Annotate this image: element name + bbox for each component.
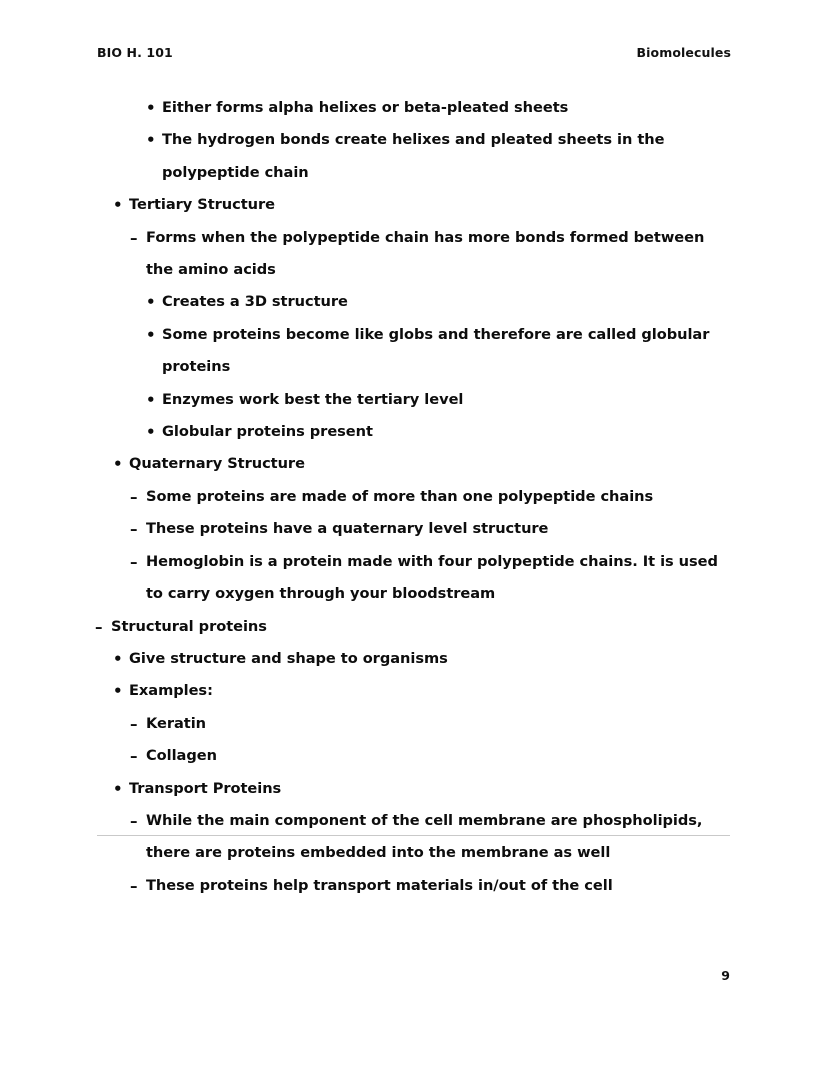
bullet-icon: • [113, 779, 123, 798]
dash-icon: – [130, 520, 138, 539]
dash-icon: – [130, 876, 138, 895]
outline-item [0, 319, 828, 384]
outline-item-text: Either forms alpha helixes or beta-pleated sheets [162, 99, 569, 116]
dash-icon: – [130, 714, 138, 733]
outline-item [0, 740, 828, 772]
outline-item [0, 546, 828, 611]
outline-item-text: While the main component of the cell membrane are phospholipids, there are proteins embedded into the membrane as well [146, 811, 703, 862]
dash-icon: – [95, 617, 103, 636]
dash-icon: – [130, 747, 138, 766]
outline-item-text: These proteins have a quaternary level structure [146, 520, 549, 538]
footer-divider [97, 835, 730, 836]
outline-item [0, 286, 828, 318]
outline-item-text: Tertiary Structure [129, 196, 276, 214]
outline-item [0, 708, 828, 740]
outline-item [0, 675, 828, 707]
outline-item-text: Examples: [129, 682, 213, 700]
dash-icon: – [130, 552, 138, 571]
outline-item [0, 773, 828, 805]
outline-item [0, 643, 828, 675]
outline-item [0, 222, 828, 287]
outline-item [0, 448, 828, 480]
running-header [97, 45, 731, 60]
outline-item [0, 92, 828, 124]
bullet-icon: • [146, 390, 156, 409]
bullet-icon: • [113, 455, 123, 474]
bullet-icon: • [113, 649, 123, 668]
bullet-icon: • [146, 293, 156, 312]
outline-item-text: Transport Proteins [129, 779, 282, 797]
outline-item-text: Quaternary Structure [129, 455, 305, 473]
header-topic-label: Biomolecules [636, 45, 731, 60]
outline-item-text: These proteins help transport materials in/out of the cell [146, 876, 613, 894]
outline-body [0, 92, 828, 902]
bullet-icon: • [146, 131, 156, 150]
outline-item-text: Some proteins become like globs and therefore are called globular proteins [162, 325, 710, 376]
bullet-icon: • [146, 99, 156, 117]
outline-item [0, 870, 828, 902]
outline-item [0, 189, 828, 221]
bullet-icon: • [113, 196, 123, 215]
outline-item-text: Enzymes work best the tertiary level [162, 390, 464, 408]
outline-item-text: The hydrogen bonds create helixes and pleated sheets in the polypeptide chain [162, 131, 665, 181]
bullet-icon: • [113, 682, 123, 701]
page-number: 9 [721, 968, 730, 983]
header-course-label: BIO H. 101 [97, 45, 173, 60]
outline-item [0, 481, 828, 513]
outline-item [0, 611, 828, 643]
bullet-icon: • [146, 325, 156, 344]
outline-item-text: Give structure and shape to organisms [129, 649, 448, 667]
outline-item-text: Creates a 3D structure [162, 293, 348, 311]
outline-item-text: Keratin [146, 714, 207, 732]
outline-item-text: Forms when the polypeptide chain has more bonds formed between the amino acids [146, 228, 705, 279]
outline-item [0, 805, 828, 870]
dash-icon: – [130, 811, 138, 830]
outline-item-text: Globular proteins present [162, 423, 373, 441]
outline-item [0, 384, 828, 416]
outline-item [0, 124, 828, 189]
outline-item-text: Collagen [146, 747, 217, 765]
dash-icon: – [130, 487, 138, 506]
outline-item [0, 416, 828, 448]
bullet-icon: • [146, 423, 156, 442]
dash-icon: – [130, 228, 138, 247]
outline-item-text: Structural proteins [111, 617, 267, 635]
outline-item-text: Some proteins are made of more than one polypeptide chains [146, 487, 654, 505]
outline-item [0, 513, 828, 545]
outline-item-text: Hemoglobin is a protein made with four polypeptide chains. It is used to carry oxygen through your bloodstream [146, 552, 718, 603]
